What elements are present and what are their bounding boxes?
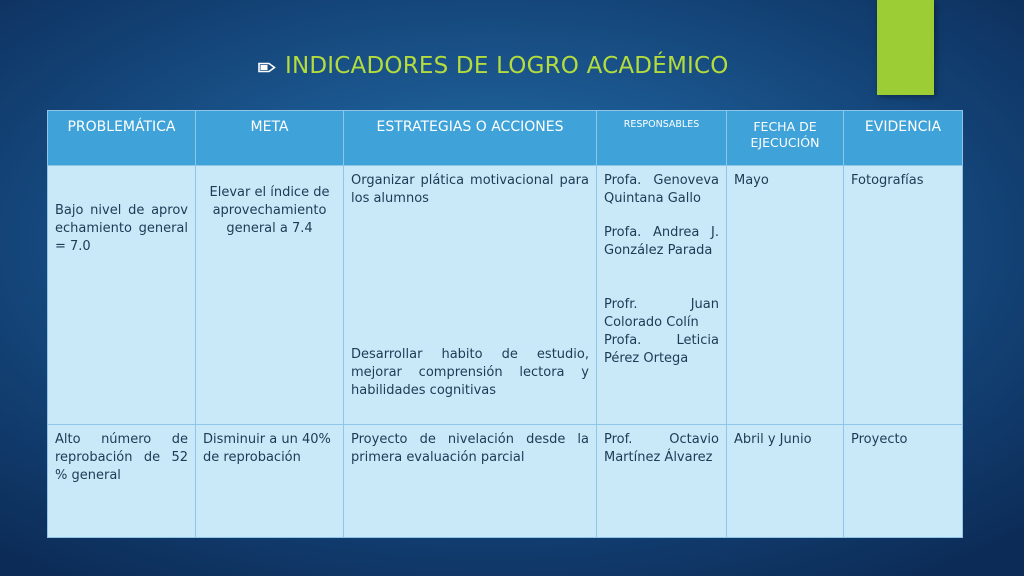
indicators-table bbox=[47, 110, 963, 538]
header-estrategias: ESTRATEGIAS O ACCIONES bbox=[344, 111, 597, 166]
evidencia-text: Fotografías bbox=[851, 173, 924, 188]
estrategia-text: Desarrollar habito de estudio, mejorar comprensión lectora y habilidades cognitivas bbox=[351, 347, 589, 398]
accent-bar bbox=[877, 0, 934, 95]
header-problematica: PROBLEMÁTICA bbox=[48, 111, 196, 166]
problematica-text: Alto número de reprobación de 52 % general bbox=[55, 431, 188, 483]
cell-problematica bbox=[48, 166, 196, 425]
responsable-text: Profa. Andrea J. González Parada bbox=[604, 225, 719, 258]
cell-fecha bbox=[727, 424, 844, 537]
cell-responsables bbox=[597, 166, 727, 425]
fecha-text: Abril y Junio bbox=[734, 431, 812, 447]
slide-title: INDICADORES DE LOGRO ACADÉMICO bbox=[285, 53, 729, 79]
table-row bbox=[48, 424, 963, 537]
estrategia-text: Proyecto de nivelación desde la primera evaluación parcial bbox=[351, 431, 589, 465]
estrategia-text: Organizar plática motivacional para los alumnos bbox=[351, 173, 589, 206]
responsable-text: Profa. Leticia Pérez Ortega bbox=[604, 333, 719, 366]
title-row bbox=[258, 48, 729, 84]
header-meta: META bbox=[196, 111, 344, 166]
meta-text: Disminuir a un 40% de reprobación bbox=[203, 431, 331, 465]
cell-meta bbox=[196, 166, 344, 425]
cell-problematica bbox=[48, 424, 196, 537]
fecha-text: Mayo bbox=[734, 173, 769, 188]
meta-text: Elevar el índice de aprovechamiento general a 7.4 bbox=[209, 185, 330, 236]
cell-estrategias bbox=[344, 166, 597, 425]
cell-estrategias bbox=[344, 424, 597, 537]
responsable-text: Profa. Genoveva Quintana Gallo bbox=[604, 173, 719, 206]
cell-meta bbox=[196, 424, 344, 537]
table-row bbox=[48, 166, 963, 425]
evidencia-text: Proyecto bbox=[851, 431, 908, 447]
indicators-table-wrapper bbox=[47, 110, 962, 538]
header-evidencia: EVIDENCIA bbox=[844, 111, 963, 166]
cell-evidencia bbox=[844, 166, 963, 425]
problematica-text: Bajo nivel de aprovechamiento general = 7.0 bbox=[55, 203, 188, 254]
responsable-text: Prof. Octavio Martínez Álvarez bbox=[604, 431, 719, 465]
header-responsables: RESPONSABLES bbox=[597, 111, 727, 166]
header-fecha: FECHA DE EJECUCIÓN bbox=[727, 111, 844, 166]
cell-fecha bbox=[727, 166, 844, 425]
arrow-right-icon bbox=[258, 62, 276, 73]
responsable-text: Profr. Juan Colorado Colín bbox=[604, 297, 719, 330]
table-header-row bbox=[48, 111, 963, 166]
cell-evidencia bbox=[844, 424, 963, 537]
cell-responsables bbox=[597, 424, 727, 537]
